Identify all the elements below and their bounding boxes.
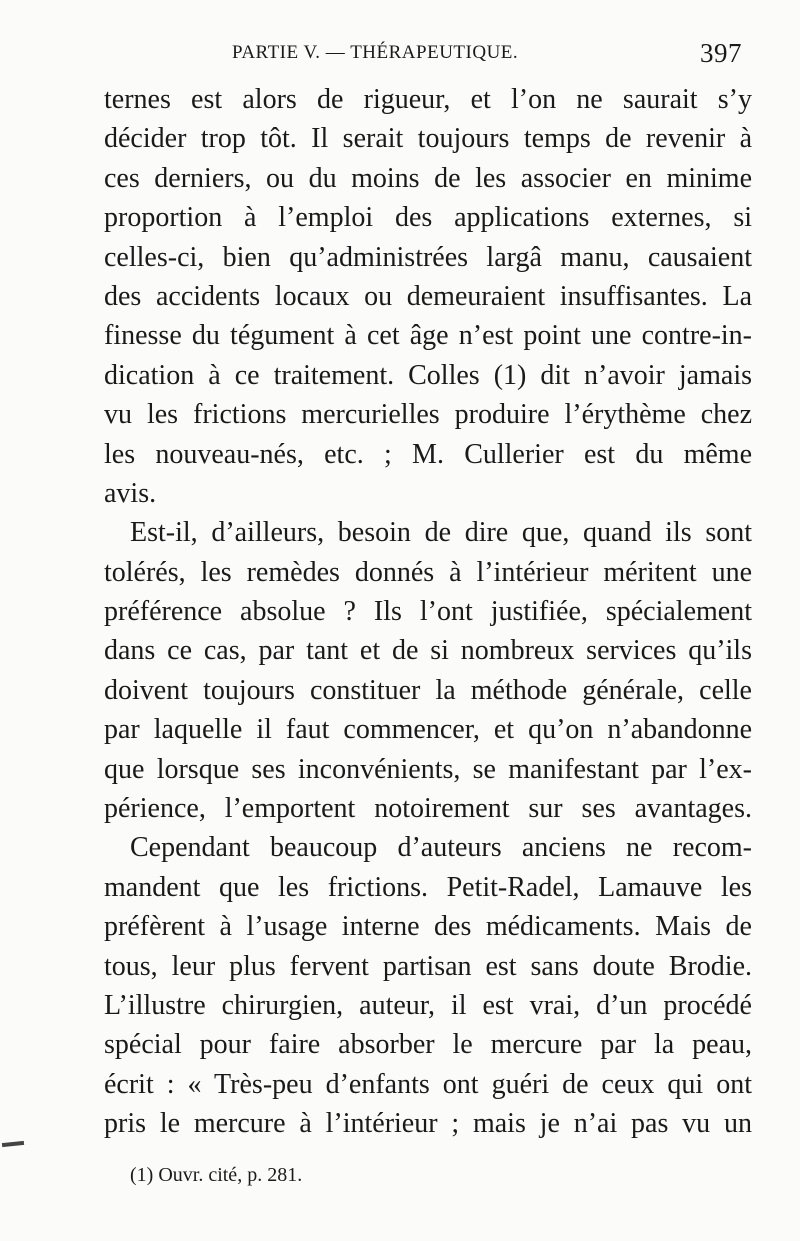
- text-line: dication à ce traitement. Colles (1) dit n’avoir jamais: [104, 359, 752, 391]
- text-line: spécial pour faire absorber le mercure par la peau,: [104, 1029, 752, 1061]
- paragraph-first-line: Cependant beaucoup d’auteurs anciens ne recom-: [130, 832, 752, 864]
- footnote: (1) Ouvr. cité, p. 281.: [130, 1164, 303, 1186]
- text-line: L’illustre chirurgien, auteur, il est vrai, d’un procédé: [104, 989, 752, 1021]
- text-line: avis.: [104, 477, 157, 509]
- text-line: des accidents locaux ou demeuraient insuffisantes. La: [104, 280, 752, 312]
- text-line: périence, l’emportent notoirement sur ses avantages.: [104, 793, 752, 825]
- text-line: préfèrent à l’usage interne des médicaments. Mais de: [104, 911, 752, 943]
- text-line: tolérés, les remèdes donnés à l’intérieur méritent une: [104, 556, 752, 588]
- text-line: les nouveau-nés, etc. ; M. Cullerier est du même: [104, 438, 752, 470]
- text-line: dans ce cas, par tant et de si nombreux services qu’ils: [104, 635, 752, 667]
- text-line: vu les frictions mercurielles produire l’érythème chez: [104, 399, 752, 431]
- running-header-title: PARTIE V. — THÉRAPEUTIQUE.: [232, 42, 519, 63]
- text-line: ternes est alors de rigueur, et l’on ne saurait s’y: [104, 84, 752, 115]
- page-number: 397: [700, 38, 742, 68]
- text-line: pris le mercure à l’intérieur ; mais je n’ai pas vu un: [104, 1108, 752, 1140]
- margin-mark: [2, 1141, 24, 1147]
- body-text: [104, 80, 752, 1144]
- text-line: tous, leur plus fervent partisan est sans doute Brodie.: [104, 950, 752, 982]
- text-line: par laquelle il faut commencer, et qu’on n’abandonne: [104, 714, 752, 746]
- text-line: finesse du tégument à cet âge n’est point une contre-in-: [104, 320, 752, 352]
- text-line: celles-ci, bien qu’administrées largâ manu, causaient: [104, 241, 752, 273]
- text-line: proportion à l’emploi des applications externes, si: [104, 202, 752, 234]
- text-line: ces derniers, ou du moins de les associer en minime: [104, 162, 752, 194]
- text-line: décider trop tôt. Il serait toujours temps de revenir à: [104, 123, 752, 155]
- text-line: doivent toujours constituer la méthode générale, celle: [104, 674, 752, 706]
- paragraph-first-line: Est-il, d’ailleurs, besoin de dire que, quand ils sont: [130, 517, 752, 549]
- text-line: que lorsque ses inconvénients, se manifestant par l’ex-: [104, 753, 752, 785]
- text-line: écrit : « Très-peu d’enfants ont guéri de ceux qui ont: [104, 1068, 752, 1100]
- text-line: mandent que les frictions. Petit-Radel, Lamauve les: [104, 871, 752, 903]
- running-header: [232, 38, 742, 72]
- text-line: préférence absolue ? Ils l’ont justifiée, spécialement: [104, 596, 752, 628]
